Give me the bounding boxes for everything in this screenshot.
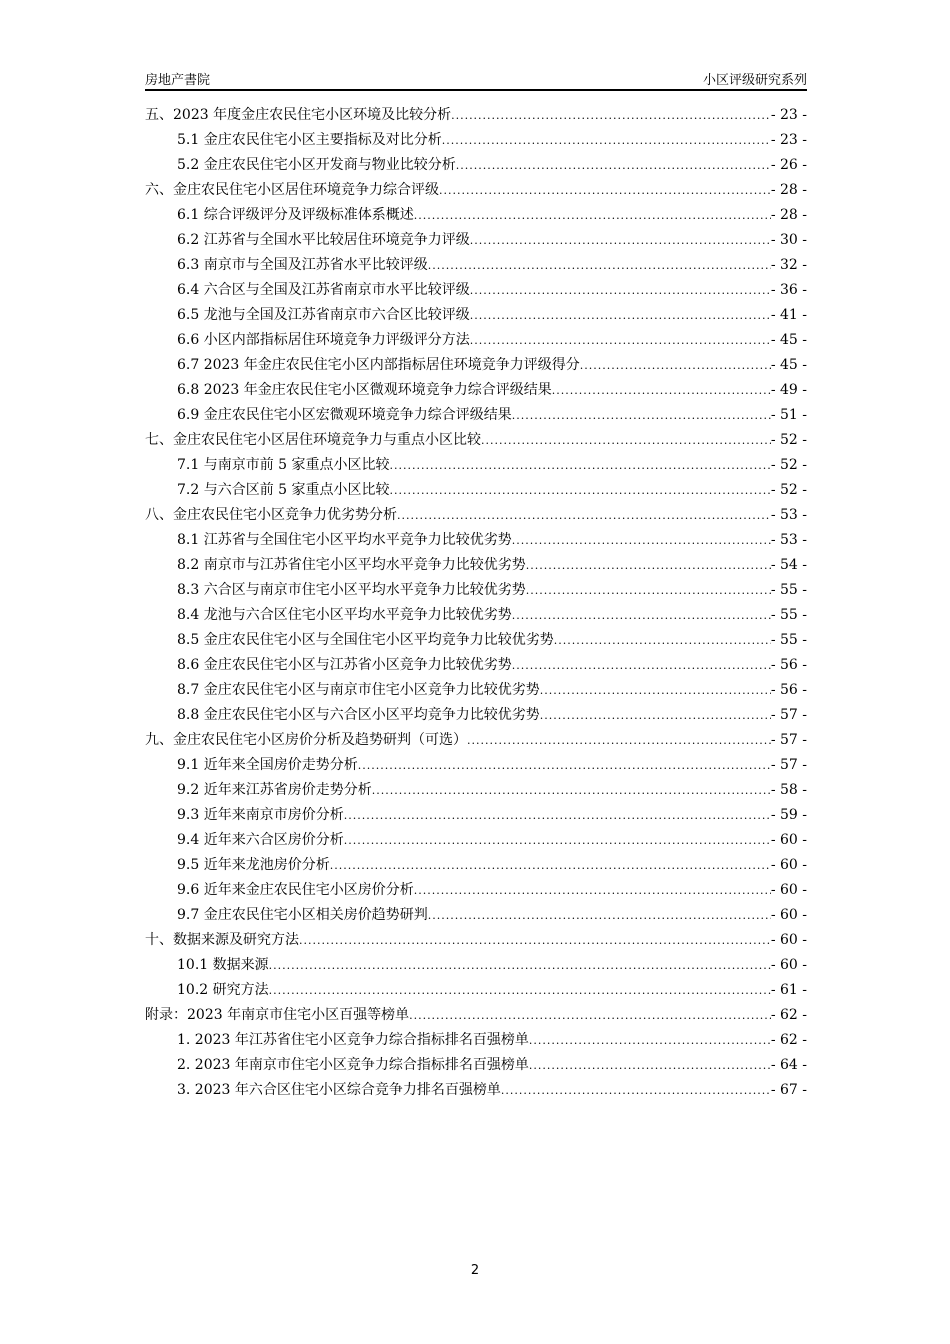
toc-entry-page: - 28 - xyxy=(770,207,807,223)
toc-section-entry[interactable] xyxy=(145,625,807,650)
toc-entry-page: - 56 - xyxy=(770,682,807,698)
toc-section-entry[interactable] xyxy=(145,250,807,275)
dot-leader xyxy=(470,282,771,300)
toc-entry-page: - 30 - xyxy=(770,232,807,248)
dot-leader xyxy=(512,532,771,550)
dot-leader xyxy=(470,307,771,325)
dot-leader xyxy=(414,207,771,225)
toc-entry-title: 5.1 金庄农民住宅小区主要指标及对比分析 xyxy=(177,132,442,148)
dot-leader xyxy=(344,832,771,850)
dot-leader xyxy=(372,782,771,800)
toc-entry-page: - 60 - xyxy=(770,907,807,923)
dot-leader xyxy=(330,857,771,875)
toc-entry-title: 9.1 近年来全国房价走势分析 xyxy=(177,757,358,773)
toc-entry-page: - 55 - xyxy=(770,582,807,598)
toc-entry-page: - 26 - xyxy=(770,157,807,173)
toc-entry-title: 10.1 数据来源 xyxy=(177,957,269,973)
toc-entry-title: 8.2 南京市与江苏省住宅小区平均水平竞争力比较优劣势 xyxy=(177,557,526,573)
toc-entry-title: 8.8 金庄农民住宅小区与六合区小区平均竞争力比较优劣势 xyxy=(177,707,540,723)
toc-entry-title: 3. 2023 年六合区住宅小区综合竞争力排名百强榜单 xyxy=(177,1082,501,1098)
toc-entry-title: 6.8 2023 年金庄农民住宅小区微观环境竞争力综合评级结果 xyxy=(177,382,552,398)
page-number: 2 xyxy=(470,1263,480,1278)
toc-entry-title: 6.5 龙池与全国及江苏省南京市六合区比较评级 xyxy=(177,307,470,323)
toc-entry-title: 8.4 龙池与六合区住宅小区平均水平竞争力比较优劣势 xyxy=(177,607,512,623)
toc-entry-page: - 41 - xyxy=(770,307,807,323)
toc-entry-page: - 28 - xyxy=(770,182,807,198)
toc-section-entry[interactable] xyxy=(145,875,807,900)
toc-entry-title: 6.4 六合区与全国及江苏省南京市水平比较评级 xyxy=(177,282,470,298)
toc-entry-page: - 53 - xyxy=(770,532,807,548)
dot-leader xyxy=(409,1007,771,1025)
dot-leader xyxy=(526,582,771,600)
dot-leader xyxy=(456,157,771,175)
toc-entry-page: - 55 - xyxy=(770,632,807,648)
toc-entry-page: - 57 - xyxy=(770,732,807,748)
toc-chapter-entry[interactable] xyxy=(145,425,807,450)
toc-entry-title: 8.6 金庄农民住宅小区与江苏省小区竞争力比较优劣势 xyxy=(177,657,512,673)
dot-leader xyxy=(529,1057,771,1075)
dot-leader xyxy=(428,257,771,275)
toc-entry-title: 9.2 近年来江苏省房价走势分析 xyxy=(177,782,372,798)
toc-entry-page: - 58 - xyxy=(770,782,807,798)
toc-entry-title: 八、金庄农民住宅小区竞争力优劣势分析 xyxy=(145,507,397,523)
toc-entry-page: - 57 - xyxy=(770,757,807,773)
toc-section-entry[interactable] xyxy=(145,900,807,925)
toc-section-entry[interactable] xyxy=(145,300,807,325)
toc-entry-title: 8.7 金庄农民住宅小区与南京市住宅小区竞争力比较优劣势 xyxy=(177,682,540,698)
toc-section-entry[interactable] xyxy=(145,750,807,775)
toc-section-entry[interactable] xyxy=(145,150,807,175)
toc-section-entry[interactable] xyxy=(145,950,807,975)
toc-entry-page: - 23 - xyxy=(770,132,807,148)
toc-entry-page: - 67 - xyxy=(770,1082,807,1098)
toc-section-entry[interactable] xyxy=(145,325,807,350)
toc-entry-page: - 52 - xyxy=(770,432,807,448)
toc-entry-page: - 56 - xyxy=(770,657,807,673)
toc-entry-title: 2. 2023 年南京市住宅小区竞争力综合指标排名百强榜单 xyxy=(177,1057,529,1073)
dot-leader xyxy=(526,557,771,575)
toc-entry-page: - 60 - xyxy=(770,932,807,948)
toc-entry-page: - 45 - xyxy=(770,332,807,348)
toc-section-entry[interactable] xyxy=(145,800,807,825)
toc-entry-title: 10.2 研究方法 xyxy=(177,982,269,998)
toc-entry-title: 6.7 2023 年金庄农民住宅小区内部指标居住环境竞争力评级得分 xyxy=(177,357,580,373)
dot-leader xyxy=(358,757,771,775)
toc-section-entry[interactable] xyxy=(145,550,807,575)
toc-entry-title: 7.2 与六合区前 5 家重点小区比较 xyxy=(177,482,390,498)
toc-entry-title: 七、金庄农民住宅小区居住环境竞争力与重点小区比较 xyxy=(145,432,481,448)
toc-section-entry[interactable] xyxy=(145,475,807,500)
toc-section-entry[interactable] xyxy=(145,200,807,225)
dot-leader xyxy=(540,707,771,725)
toc-entry-title: 五、2023 年度金庄农民住宅小区环境及比较分析 xyxy=(145,107,452,123)
toc-section-entry[interactable] xyxy=(145,225,807,250)
toc-entry-title: 6.6 小区内部指标居住环境竞争力评级评分方法 xyxy=(177,332,470,348)
toc-entry-page: - 62 - xyxy=(770,1007,807,1023)
dot-leader xyxy=(540,682,771,700)
dot-leader xyxy=(580,357,771,375)
toc-entry-page: - 23 - xyxy=(770,107,807,123)
toc-entry-title: 8.5 金庄农民住宅小区与全国住宅小区平均竞争力比较优劣势 xyxy=(177,632,554,648)
toc-entry-title: 九、金庄农民住宅小区房价分析及趋势研判（可选） xyxy=(145,732,467,748)
toc-chapter-entry[interactable] xyxy=(145,100,807,125)
toc-section-entry[interactable] xyxy=(145,600,807,625)
toc-section-entry[interactable] xyxy=(145,350,807,375)
toc-entry-title: 9.4 近年来六合区房价分析 xyxy=(177,832,344,848)
toc-entry-title: 十、数据来源及研究方法 xyxy=(145,932,299,948)
toc-entry-page: - 57 - xyxy=(770,707,807,723)
toc-entry-page: - 54 - xyxy=(770,557,807,573)
toc-entry-title: 6.3 南京市与全国及江苏省水平比较评级 xyxy=(177,257,428,273)
toc-section-entry[interactable] xyxy=(145,975,807,1000)
table-of-contents xyxy=(145,100,807,1100)
dot-leader xyxy=(390,482,771,500)
toc-entry-title: 6.1 综合评级评分及评级标准体系概述 xyxy=(177,207,414,223)
dot-leader xyxy=(512,657,771,675)
dot-leader xyxy=(481,432,771,450)
toc-entry-page: - 60 - xyxy=(770,832,807,848)
toc-entry-page: - 60 - xyxy=(770,882,807,898)
toc-entry-title: 9.3 近年来南京市房价分析 xyxy=(177,807,344,823)
dot-leader xyxy=(414,882,771,900)
toc-entry-page: - 45 - xyxy=(770,357,807,373)
series-title: 小区评级研究系列 xyxy=(702,73,807,88)
toc-chapter-entry[interactable] xyxy=(145,1000,807,1025)
dot-leader xyxy=(512,407,771,425)
toc-entry-title: 7.1 与南京市前 5 家重点小区比较 xyxy=(177,457,390,473)
toc-entry-page: - 64 - xyxy=(770,1057,807,1073)
toc-entry-title: 8.1 江苏省与全国住宅小区平均水平竞争力比较优劣势 xyxy=(177,532,512,548)
toc-entry-page: - 49 - xyxy=(770,382,807,398)
toc-section-entry[interactable] xyxy=(145,675,807,700)
toc-entry-page: - 62 - xyxy=(770,1032,807,1048)
page-header xyxy=(145,67,807,91)
toc-section-entry[interactable] xyxy=(145,275,807,300)
publisher-name: 房地产書院 xyxy=(145,73,211,88)
dot-leader xyxy=(501,1082,771,1100)
dot-leader xyxy=(529,1032,771,1050)
toc-entry-page: - 32 - xyxy=(770,257,807,273)
toc-entry-page: - 52 - xyxy=(770,482,807,498)
toc-entry-page: - 36 - xyxy=(770,282,807,298)
dot-leader xyxy=(470,332,771,350)
dot-leader xyxy=(390,457,771,475)
toc-section-entry[interactable] xyxy=(145,775,807,800)
toc-section-entry[interactable] xyxy=(145,650,807,675)
toc-entry-page: - 59 - xyxy=(770,807,807,823)
toc-entry-page: - 52 - xyxy=(770,457,807,473)
toc-entry-title: 9.7 金庄农民住宅小区相关房价趋势研判 xyxy=(177,907,428,923)
dot-leader xyxy=(554,632,771,650)
toc-section-entry[interactable] xyxy=(145,825,807,850)
toc-chapter-entry[interactable] xyxy=(145,175,807,200)
toc-section-entry[interactable] xyxy=(145,450,807,475)
dot-leader xyxy=(269,957,771,975)
dot-leader xyxy=(512,607,771,625)
toc-entry-page: - 53 - xyxy=(770,507,807,523)
toc-entry-title: 六、金庄农民住宅小区居住环境竞争力综合评级 xyxy=(145,182,439,198)
toc-section-entry[interactable] xyxy=(145,1025,807,1050)
toc-chapter-entry[interactable] xyxy=(145,725,807,750)
dot-leader xyxy=(269,982,771,1000)
toc-entry-page: - 51 - xyxy=(770,407,807,423)
dot-leader xyxy=(552,382,771,400)
dot-leader xyxy=(467,732,771,750)
toc-chapter-entry[interactable] xyxy=(145,500,807,525)
toc-entry-title: 9.6 近年来金庄农民住宅小区房价分析 xyxy=(177,882,414,898)
toc-entry-title: 附录：2023 年南京市住宅小区百强等榜单 xyxy=(145,1007,410,1023)
dot-leader xyxy=(344,807,771,825)
toc-entry-page: - 55 - xyxy=(770,607,807,623)
toc-section-entry[interactable] xyxy=(145,575,807,600)
toc-entry-title: 1. 2023 年江苏省住宅小区竞争力综合指标排名百强榜单 xyxy=(177,1032,529,1048)
toc-section-entry[interactable] xyxy=(145,850,807,875)
toc-chapter-entry[interactable] xyxy=(145,925,807,950)
toc-section-entry[interactable] xyxy=(145,400,807,425)
dot-leader xyxy=(428,907,771,925)
toc-section-entry[interactable] xyxy=(145,125,807,150)
dot-leader xyxy=(397,507,771,525)
toc-entry-title: 5.2 金庄农民住宅小区开发商与物业比较分析 xyxy=(177,157,456,173)
dot-leader xyxy=(299,932,771,950)
toc-entry-title: 9.5 近年来龙池房价分析 xyxy=(177,857,330,873)
dot-leader xyxy=(442,132,771,150)
toc-entry-title: 6.2 江苏省与全国水平比较居住环境竞争力评级 xyxy=(177,232,470,248)
dot-leader xyxy=(470,232,771,250)
toc-section-entry[interactable] xyxy=(145,525,807,550)
toc-section-entry[interactable] xyxy=(145,1050,807,1075)
toc-entry-title: 8.3 六合区与南京市住宅小区平均水平竞争力比较优劣势 xyxy=(177,582,526,598)
dot-leader xyxy=(439,182,771,200)
toc-entry-page: - 61 - xyxy=(770,982,807,998)
toc-entry-page: - 60 - xyxy=(770,857,807,873)
toc-entry-title: 6.9 金庄农民住宅小区宏微观环境竞争力综合评级结果 xyxy=(177,407,512,423)
toc-section-entry[interactable] xyxy=(145,1075,807,1100)
dot-leader xyxy=(451,107,771,125)
toc-section-entry[interactable] xyxy=(145,700,807,725)
toc-section-entry[interactable] xyxy=(145,375,807,400)
toc-entry-page: - 60 - xyxy=(770,957,807,973)
